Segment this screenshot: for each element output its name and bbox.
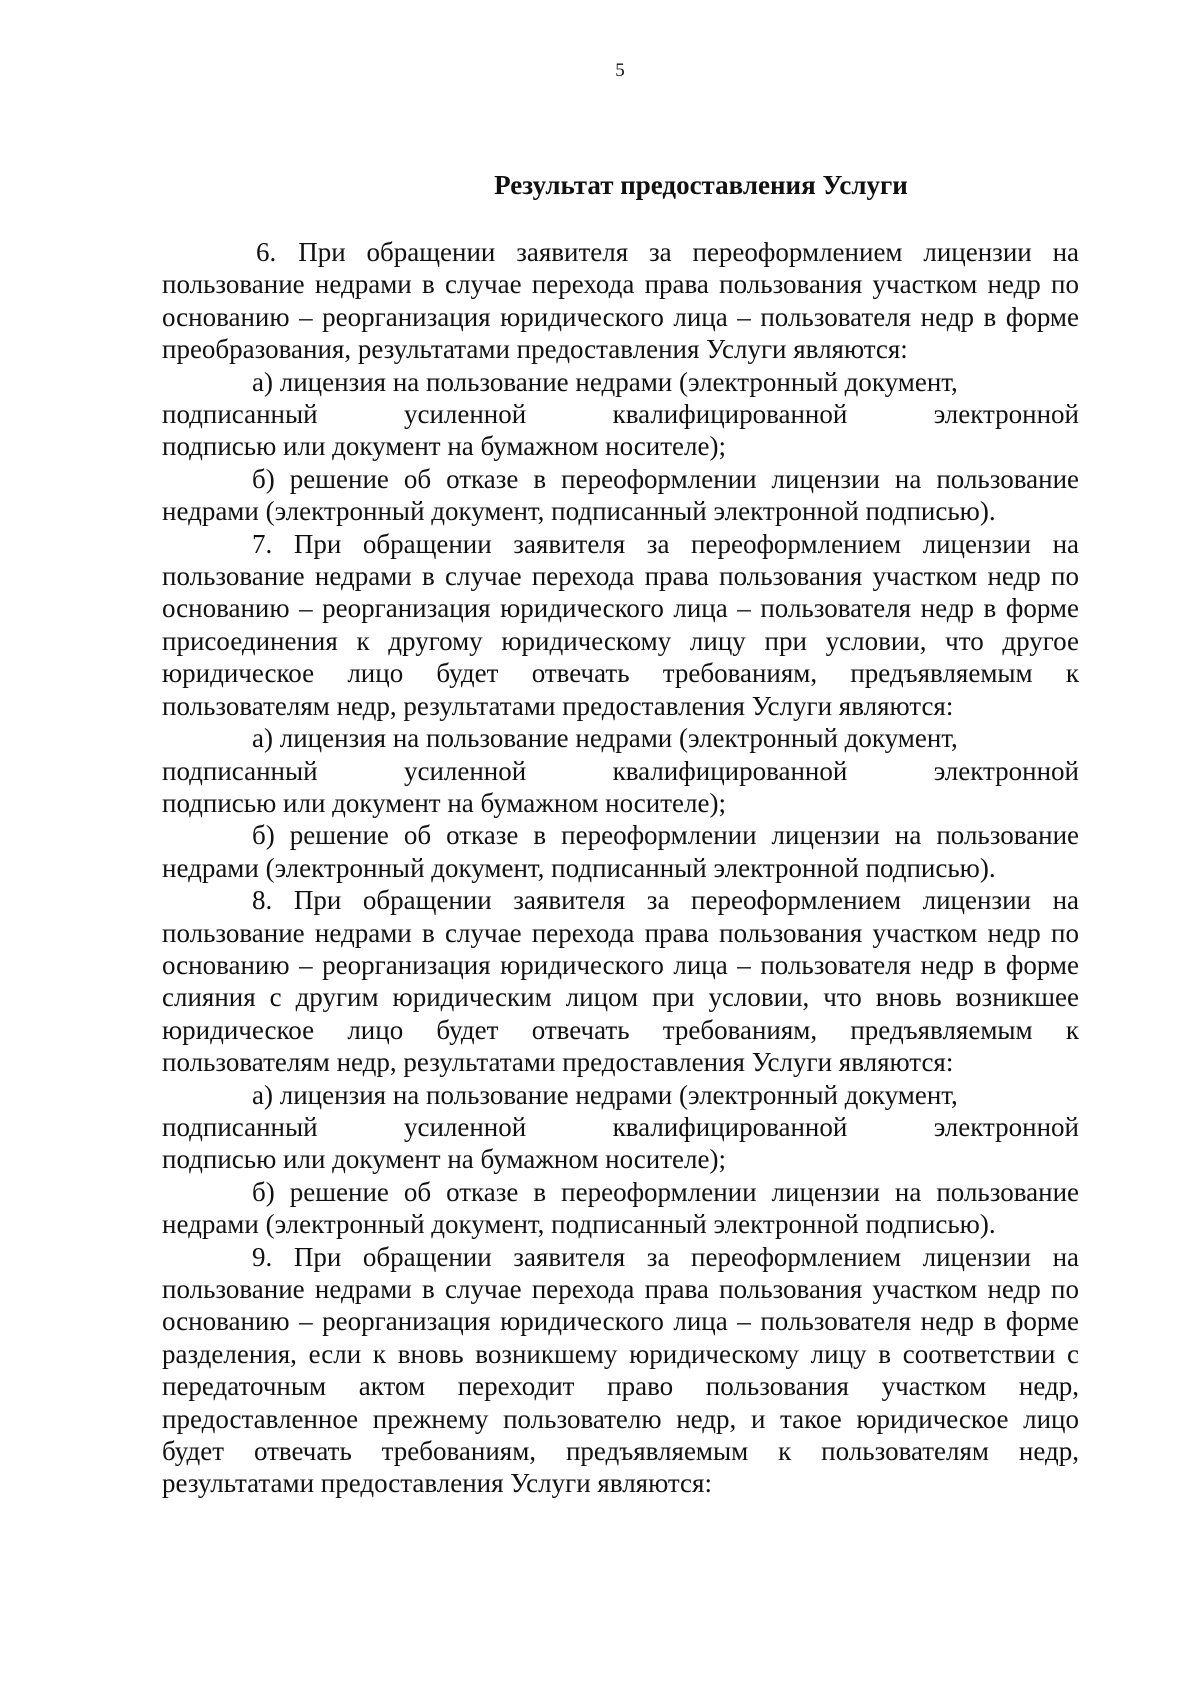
clause-7-item-b (162, 819, 1079, 884)
item-b-text: б) решение об отказе в переоформлении лицензии на пользование недрами (электронный документ, подписанный электронной подписью). (162, 463, 1079, 527)
word: усиленной (403, 399, 527, 430)
word: усиленной (403, 755, 527, 786)
clause-8-item-b (162, 1176, 1079, 1241)
clause-8 (162, 884, 1079, 1078)
clause-number: 8. (252, 885, 273, 916)
clause-6-item-b (162, 463, 1079, 528)
page-number: 5 (615, 60, 625, 81)
word: электронной (933, 755, 1079, 786)
clause-7-item-a-spread-line (162, 755, 1079, 787)
word: квалифицированной (612, 755, 848, 786)
item-a-text: а) лицензия на пользование недрами (электронный документ, (252, 723, 958, 754)
clause-7-item-a-tail: подписью или документ на бумажном носителе); (162, 787, 726, 818)
word: квалифицированной (612, 1111, 848, 1142)
clause-6 (162, 236, 1079, 366)
word: усиленной (403, 1111, 527, 1142)
clause-number: 9. (252, 1241, 273, 1272)
clause-8-item-a-tail: подписью или документ на бумажном носителе); (162, 1144, 726, 1175)
word: квалифицированной (612, 399, 848, 430)
clause-6-item-a-tail: подписью или документ на бумажном носителе); (162, 431, 726, 462)
clause-8-item-a-spread-line (162, 1111, 1079, 1143)
section-heading: Результат предоставления Услуги (494, 170, 908, 200)
document-body (162, 236, 1079, 1500)
clause-8-item-a (162, 1079, 1079, 1111)
clause-text: При обращении заявителя за переоформлением лицензии на пользование недрами в случае перехода права пользования участком недр по основанию – реорганизация юридического лица – пользователя недр в форме слияния с другим юридическим лицом при условии, что вновь возникшее юридическое лицо будет отвечать требованиям, предъявляемым к пользователям недр, результатами предоставления Услуги являются: (162, 885, 1079, 1078)
item-a-text: а) лицензия на пользование недрами (электронный документ, (252, 366, 958, 397)
clause-number: 6. (256, 237, 277, 267)
word: подписанный (162, 1111, 318, 1142)
clause-6-item-a (162, 366, 1079, 398)
word: электронной (933, 399, 1079, 430)
clause-number: 7. (252, 528, 273, 559)
item-a-text: а) лицензия на пользование недрами (электронный документ, (252, 1079, 958, 1110)
clause-7 (162, 528, 1079, 722)
item-b-text: б) решение об отказе в переоформлении лицензии на пользование недрами (электронный документ, подписанный электронной подписью). (162, 820, 1079, 883)
word: подписанный (162, 399, 318, 430)
clause-6-item-a-spread-line (162, 398, 1079, 430)
clause-7-item-a (162, 722, 1079, 754)
clause-text: При обращении заявителя за переоформлением лицензии на пользование недрами в случае перехода права пользования участком недр по основанию – реорганизация юридического лица – пользователя недр в форме присоединения к другому юридическому лицу при условии, что другое юридическое лицо будет отвечать требованиям, предъявляемым к пользователям недр, результатами предоставления Услуги являются: (162, 528, 1079, 721)
clause-9 (162, 1241, 1079, 1500)
item-b-text: б) решение об отказе в переоформлении лицензии на пользование недрами (электронный документ, подписанный электронной подписью). (162, 1176, 1079, 1240)
word: электронной (933, 1111, 1079, 1142)
clause-text: При обращении заявителя за переоформлением лицензии на пользование недрами в случае перехода права пользования участком недр по основанию – реорганизация юридического лица – пользователя недр в форме преобразования, результатами предоставления Услуги являются: (162, 237, 1079, 365)
clause-text: При обращении заявителя за переоформлением лицензии на пользование недрами в случае перехода права пользования участком недр по основанию – реорганизация юридического лица – пользователя недр в форме разделения, если к вновь возникшему юридическому лицу в соответствии с передаточным актом переходит право пользования участком недр, предоставленное прежнему пользователю недр, и такое юридическое лицо будет отвечать требованиям, предъявляемым к пользователям недр, результатами предоставления Услуги являются: (162, 1241, 1079, 1499)
word: подписанный (162, 755, 318, 786)
